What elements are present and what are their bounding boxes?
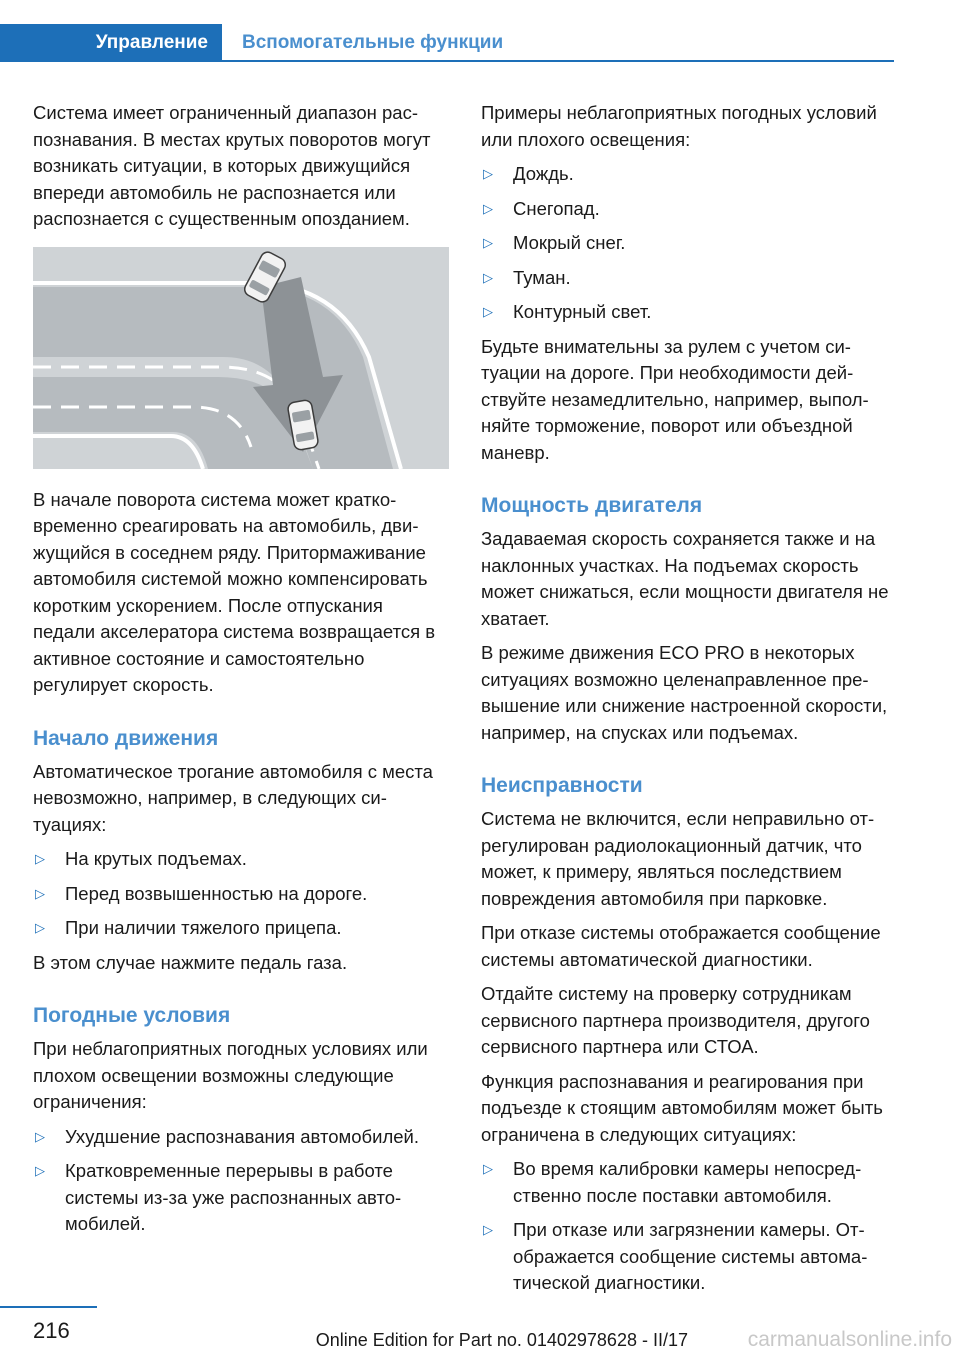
section-paragraph: При отказе системы отображается сообщение системы автоматической диагностики.	[481, 922, 881, 970]
triangle-right-icon: ▷	[35, 1163, 45, 1178]
triangle-right-icon: ▷	[483, 1161, 493, 1176]
section-paragraph: При неблагоприятных погодных условиях или плохом освещении возможны следующие ограничения:	[33, 1038, 428, 1112]
triangle-right-icon: ▷	[35, 1128, 45, 1144]
bullet-list	[33, 846, 449, 942]
list-item: ▷ При отказе или загрязнении камеры. Отображается сообщение системы автоматической диагностики.	[483, 1219, 868, 1293]
list-item: ▷ Кратковременные перерывы в работе системы из-за уже распознанных автомобилей.	[35, 1160, 402, 1234]
section-paragraph: Автоматическое трогание автомобиля с места невозможно, например, в следующих ситуациях:	[33, 760, 433, 835]
tab-control[interactable]: Управление	[0, 24, 222, 62]
intro-paragraph: Примеры неблагоприятных погодных условий или плохого освещения:	[481, 102, 877, 150]
section-paragraph: Функция распознавания и реагирования при подъезде к стоящим автомобилям может быть ограничена в следующих ситуациях:	[481, 1070, 883, 1145]
list-item: ▷ Мокрый снег.	[481, 230, 897, 257]
list-item: ▷ Туман.	[481, 265, 897, 292]
triangle-right-icon: ▷	[483, 166, 493, 181]
triangle-right-icon: ▷	[483, 235, 493, 250]
watermark: carmanualsonline.info	[747, 1328, 952, 1351]
triangle-right-icon: ▷	[35, 885, 45, 901]
list-item: ▷ Снегопад.	[481, 196, 897, 223]
bullet-list	[481, 1156, 897, 1297]
triangle-right-icon: ▷	[483, 269, 493, 285]
after-figure-paragraph: В начале поворота система может кратковременно среагировать на автомобиль, движущийся в соседнем ряду. Притормаживание автомобиля системой можно компенсировать коротким ускорением. После отпускания педали акселератора система возвращается в активное состояние и самостоятельно регулирует скорость.	[33, 488, 436, 695]
bullet-list	[481, 161, 897, 326]
triangle-right-icon: ▷	[483, 200, 493, 216]
section-engine-power	[481, 492, 897, 746]
tab-underline	[222, 60, 894, 62]
section-paragraph: Отдайте систему на проверку сотрудникам сервисного партнера производителя, другого сервисного партнера или СТОА.	[481, 983, 870, 1057]
list-item: ▷ При наличии тяжелого прицепа.	[33, 915, 449, 942]
section-title: Начало движения	[33, 726, 219, 750]
tab-assist-functions[interactable]: Вспомогательные функции	[242, 32, 504, 53]
section-start-driving	[33, 725, 449, 977]
list-item: ▷ Ухудшение распознавания автомобилей.	[33, 1124, 449, 1151]
section-paragraph: В режиме движения ECO PRO в некоторых ситуациях возможно целенаправленное превышение или снижение настроенной скорости, например, на спусках или подъемах.	[481, 642, 888, 743]
section-paragraph: В этом случае нажмите педаль газа.	[33, 951, 348, 973]
section-weather	[33, 1002, 449, 1238]
list-item: ▷ Контурный свет.	[481, 299, 897, 326]
triangle-right-icon: ▷	[35, 851, 45, 866]
section-title: Мощность двигателя	[481, 494, 703, 517]
section-title: Погодные условия	[33, 1004, 231, 1027]
list-item: ▷ На крутых подъемах.	[33, 846, 449, 873]
curve-illustration	[33, 247, 449, 469]
bullet-list	[33, 1124, 449, 1238]
page-number: 216	[33, 1318, 70, 1343]
warning-paragraph: Будьте внимательны за рулем с учетом ситуации на дороге. При необходимости действуйте незамедлительно, например, выполняйте торможение, поворот или объездной маневр.	[481, 335, 869, 463]
intro-paragraph: Система имеет ограниченный диапазон распознавания. В местах крутых поворотов могут возникать ситуации, в которых движущийся впереди автомобиль не распознается или распознается с существенным опозданием.	[33, 102, 431, 229]
triangle-right-icon: ▷	[35, 920, 45, 935]
section-paragraph: Задаваемая скорость сохраняется также и на наклонных участках. На подъемах скорость может снижаться, если мощности двигателя не хватает.	[481, 528, 889, 629]
list-item: ▷ Перед возвышенностью на дороге.	[33, 881, 449, 908]
list-item: ▷ Во время калибровки камеры непосредственно после поставки автомобиля.	[483, 1158, 862, 1206]
left-column	[33, 100, 449, 1246]
edition-note: Online Edition for Part no. 01402978628 - II/17	[315, 1330, 688, 1350]
section-malfunctions	[481, 772, 897, 1297]
list-item: ▷ Дождь.	[481, 161, 897, 188]
triangle-right-icon: ▷	[483, 1222, 493, 1237]
page-number-rule	[0, 1306, 97, 1308]
right-column	[481, 100, 897, 1305]
section-title: Неисправности	[481, 774, 643, 797]
section-paragraph: Система не включится, если неправильно отрегулирован радиолокационный датчик, что может, к примеру, являться последствием повреждения автомобиля при парковке.	[481, 808, 875, 909]
triangle-right-icon: ▷	[483, 304, 493, 319]
